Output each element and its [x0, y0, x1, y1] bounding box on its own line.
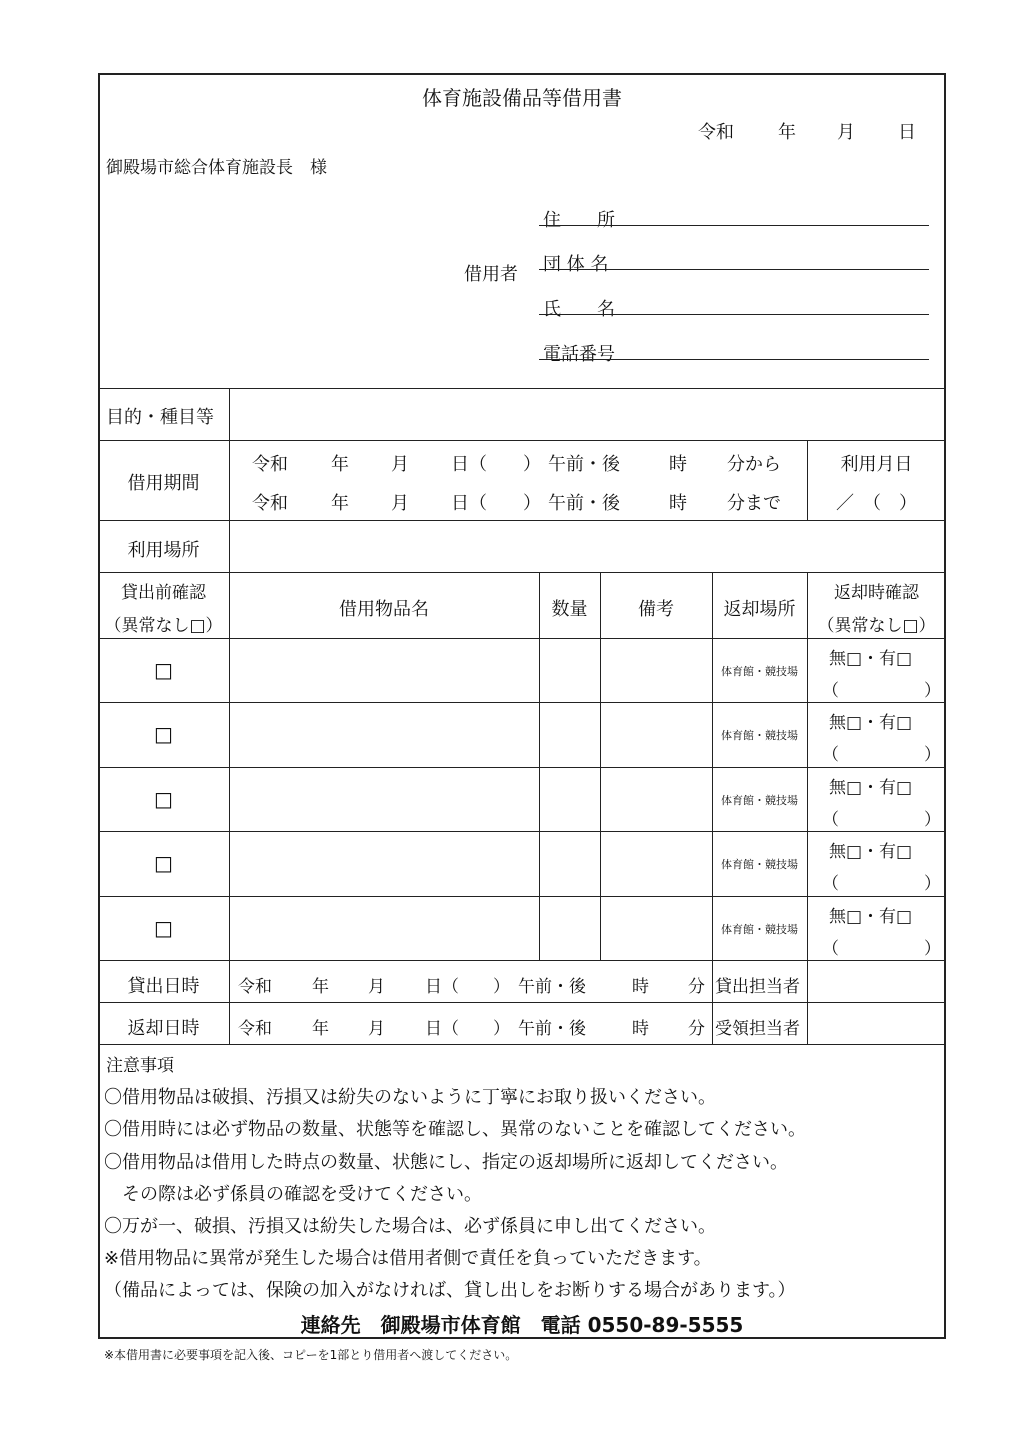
divider: [98, 388, 946, 389]
lend-label: 貸出日時: [127, 976, 200, 997]
date-month: 月: [837, 122, 855, 143]
divider: [600, 572, 601, 960]
address-field[interactable]: [539, 225, 929, 226]
return-place-cell: 体育館・競技場: [721, 665, 798, 678]
return-place-cell: 体育館・競技場: [721, 858, 798, 871]
return-place-cell: 体育館・競技場: [721, 923, 798, 936]
phone-field[interactable]: [539, 359, 929, 360]
divider: [98, 831, 946, 832]
pre-check-box[interactable]: □: [154, 787, 173, 811]
footnote: ※本借用書に必要事項を記入後、コピーを1部とり借用者へ渡してください。: [104, 1348, 518, 1362]
lend-month: 月: [368, 977, 385, 997]
return-year: 年: [312, 1019, 329, 1039]
return-status-paren: （ ）: [822, 681, 941, 701]
divider: [807, 572, 808, 1044]
return-status[interactable]: 無□・有□: [829, 649, 913, 669]
lend-year: 年: [312, 977, 329, 997]
pre-check-box[interactable]: □: [154, 916, 173, 940]
note-header: 備考: [638, 599, 674, 620]
return-status[interactable]: 無□・有□: [829, 842, 913, 862]
period-start-min: 分から: [727, 454, 781, 475]
form-title: 体育施設備品等借用書: [422, 86, 622, 110]
period-end-era: 令和: [252, 493, 288, 514]
return-status[interactable]: 無□・有□: [829, 778, 913, 798]
date-year: 年: [778, 122, 796, 143]
note-line: 〇借用時には必ず物品の数量、状態等を確認し、異常のないことを確認してください。: [104, 1119, 806, 1140]
lend-min: 分: [688, 977, 705, 997]
divider: [98, 1002, 946, 1003]
return-ampm: 午前・後: [518, 1019, 586, 1039]
contact-line: 連絡先 御殿場市体育館 電話 0550-89-5555: [300, 1313, 744, 1337]
divider: [98, 702, 946, 703]
return-check-header: 返却時確認: [834, 583, 919, 603]
return-place-header: 返却場所: [723, 599, 796, 620]
period-start-month: 月: [391, 454, 409, 475]
return-staff-label: 受領担当者: [715, 1019, 800, 1039]
pre-check-box[interactable]: □: [154, 722, 173, 746]
period-label: 借用期間: [127, 473, 200, 494]
return-month: 月: [368, 1019, 385, 1039]
return-status-paren: （ ）: [822, 939, 941, 959]
period-end-ampm: 午前・後: [548, 493, 620, 514]
address-label: 住 所: [543, 210, 615, 231]
divider: [98, 572, 946, 573]
period-start-day: 日（ ）: [451, 454, 541, 475]
return-label: 返却日時: [127, 1018, 200, 1039]
group-label: 団 体 名: [543, 254, 609, 275]
period-end-month: 月: [391, 493, 409, 514]
date-day: 日: [898, 122, 916, 143]
group-field[interactable]: [539, 269, 929, 270]
period-start-year: 年: [331, 454, 349, 475]
purpose-field[interactable]: [232, 390, 944, 438]
return-min: 分: [688, 1019, 705, 1039]
divider: [98, 1044, 946, 1045]
period-start-era: 令和: [252, 454, 288, 475]
divider: [712, 572, 713, 1044]
note-line: （備品によっては、保険の加入がなければ、貸し出しをお断りする場合があります。）: [104, 1280, 796, 1301]
place-field[interactable]: [232, 522, 944, 570]
divider: [98, 896, 946, 897]
return-status[interactable]: 無□・有□: [829, 907, 913, 927]
return-status-paren: （ ）: [822, 874, 941, 894]
lend-era: 令和: [238, 977, 272, 997]
note-line: 〇借用物品は破損、汚損又は紛失のないように丁寧にお取り扱いください。: [104, 1087, 716, 1108]
note-line: 〇借用物品は借用した時点の数量、状態にし、指定の返却場所に返却してください。: [104, 1152, 788, 1173]
period-end-min: 分まで: [727, 493, 781, 514]
borrower-label: 借用者: [464, 264, 518, 285]
note-line: ※借用物品に異常が発生した場合は借用者側で責任を負っていただきます。: [104, 1248, 712, 1269]
period-end-day: 日（ ）: [451, 493, 541, 514]
pre-check-box[interactable]: □: [154, 658, 173, 682]
period-start-ampm: 午前・後: [548, 454, 620, 475]
addressee: 御殿場市総合体育施設長 様: [106, 158, 327, 178]
note-line: 〇万が一、破損、汚損又は紛失した場合は、必ず係員に申し出てください。: [104, 1216, 716, 1237]
pre-check-box[interactable]: □: [154, 851, 173, 875]
period-end-year: 年: [331, 493, 349, 514]
divider: [98, 767, 946, 768]
date-era: 令和: [698, 122, 734, 143]
lend-day: 日（ ）: [425, 977, 510, 997]
notes-heading: 注意事項: [106, 1056, 174, 1076]
name-label: 氏 名: [543, 299, 615, 320]
lend-ampm: 午前・後: [518, 977, 586, 997]
lend-hour: 時: [632, 977, 649, 997]
use-day-label: 利用月日: [840, 454, 913, 475]
return-hour: 時: [632, 1019, 649, 1039]
divider: [98, 638, 946, 639]
return-place-cell: 体育館・競技場: [721, 794, 798, 807]
divider: [539, 572, 540, 960]
place-label: 利用場所: [127, 540, 200, 561]
return-era: 令和: [238, 1019, 272, 1039]
name-field[interactable]: [539, 314, 929, 315]
purpose-label: 目的・種目等: [106, 407, 214, 428]
return-check-sub: （異常なし□）: [817, 616, 936, 636]
return-day: 日（ ）: [425, 1019, 510, 1039]
divider: [98, 520, 946, 521]
divider: [98, 440, 946, 441]
divider: [229, 388, 230, 1044]
pre-check-sub: （異常なし□）: [104, 616, 223, 636]
qty-header: 数量: [551, 599, 588, 620]
period-start-hour: 時: [669, 454, 687, 475]
divider: [98, 960, 946, 961]
period-end-hour: 時: [669, 493, 687, 514]
phone-label: 電話番号: [543, 344, 615, 365]
pre-check-header: 貸出前確認: [121, 583, 206, 603]
return-status[interactable]: 無□・有□: [829, 713, 913, 733]
return-status-paren: （ ）: [822, 745, 941, 765]
note-line: その際は必ず係員の確認を受けてください。: [104, 1184, 482, 1205]
return-status-paren: （ ）: [822, 810, 941, 830]
return-place-cell: 体育館・競技場: [721, 729, 798, 742]
lend-staff-label: 貸出担当者: [715, 977, 800, 997]
item-name-header: 借用物品名: [339, 599, 429, 620]
use-day-value: ／ （ ）: [836, 493, 917, 514]
